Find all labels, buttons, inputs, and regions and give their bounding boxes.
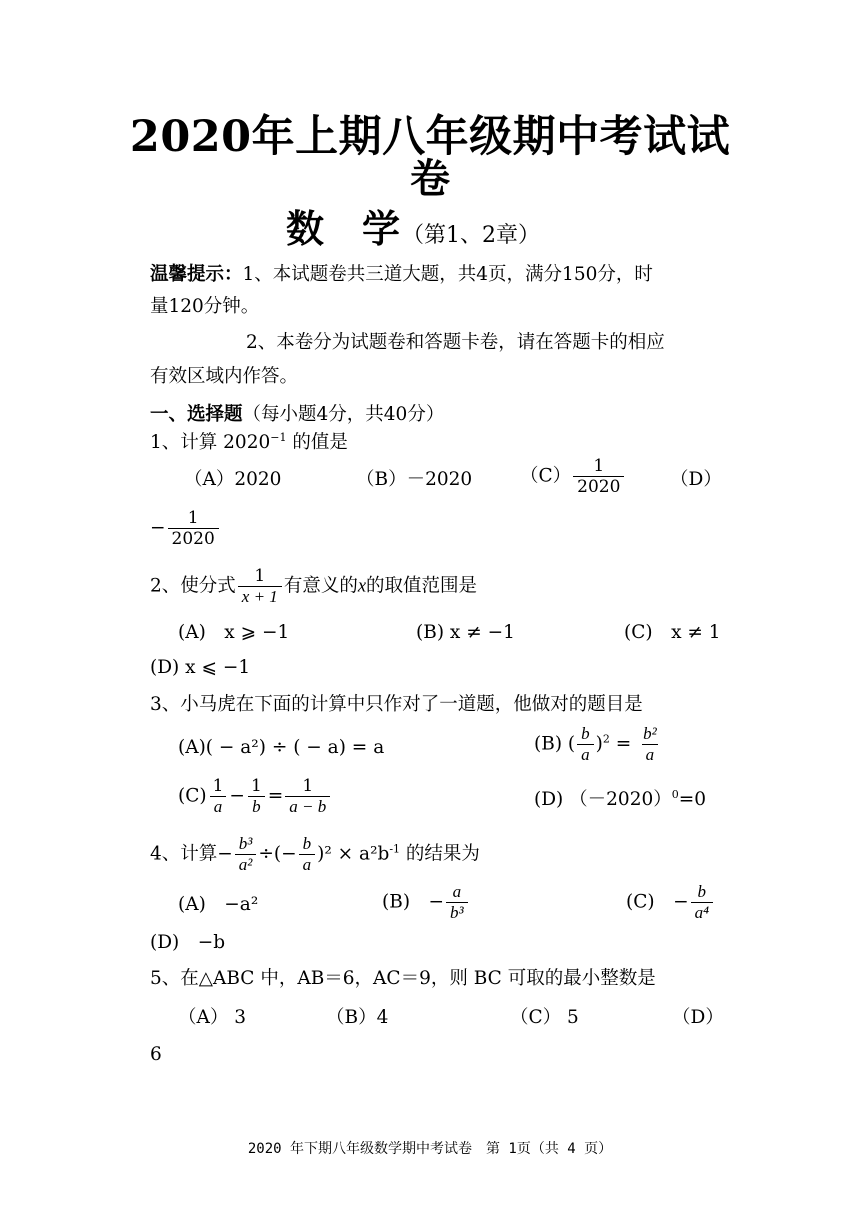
q2-option-b: (B) x ≠ −1	[416, 622, 515, 643]
notice-line1-cont: 量120分钟。	[150, 296, 260, 317]
page-footer: 2020 年下期八年级数学期中考试卷 第 1页（共 4 页）	[247, 1141, 613, 1157]
subject-title	[286, 206, 540, 259]
q5-option-c: （C） 5	[510, 1007, 579, 1028]
q5-option-d-value: 6	[150, 1044, 162, 1065]
exam-title-cont: 卷	[410, 155, 450, 202]
q4-option-a: (A) −a²	[178, 894, 259, 915]
q1-option-d-value: − $\frac{1}{2020}$	[150, 508, 221, 549]
q5-option-a: （A） 3	[178, 1007, 247, 1028]
q4-option-b: (B) − $\frac{a}{\text{b³}}$	[382, 882, 470, 923]
question-5-stem: 5、在△ABC 中，AB＝6，AC＝9，则 BC 可取的最小整数是	[150, 968, 656, 989]
q2-option-d: (D) x ⩽ −1	[150, 657, 251, 678]
question-3-stem: 3、小马虎在下面的计算中只作对了一道题，他做对的题目是	[150, 694, 643, 715]
q3-option-d: (D) $(-2020)^0=0$	[534, 787, 707, 810]
q2-option-a: (A) x ⩾ −1	[178, 622, 290, 643]
q5-option-b: （B）4	[326, 1007, 389, 1028]
question-4-stem: 4、计算− $\frac{\text{b³}}{\text{a²}}$ ÷(− $\frac{b}{a}$ )$^2 \times a^2b^{-1}$ 的结果为	[150, 834, 480, 874]
q5-option-d-label: （D）	[672, 1007, 724, 1028]
notice-line2: 2、本卷分为试题卷和答题卡卷，请在答题卡的相应	[246, 332, 665, 353]
subject-scope: （第1、2章）	[402, 223, 541, 248]
section-title: 一、选择题（每小题4分，共40分）	[150, 404, 445, 425]
exam-title: 2020年上期八年级期中考试试	[129, 112, 731, 162]
question-2-stem: 2、使分式 $\frac{1}{x + 1}$ 有意义的x的取值范围是	[150, 566, 478, 606]
q1-option-d-label: （D）	[670, 469, 722, 490]
subject-name: 数 学	[286, 206, 401, 251]
question-1-stem: 1、计算 $2020^{-1}$ 的值是	[150, 430, 348, 453]
notice-label: 温馨提示：	[150, 264, 243, 285]
q2-option-c: (C) x ≠ 1	[624, 622, 721, 643]
notice-line2-cont: 有效区域内作答。	[150, 366, 299, 387]
q3-option-b: (B) ( $\frac{b}{a}$ )$^2$ = $\frac{\text{b²}}{a}$	[534, 724, 657, 764]
q1-option-c: （C） $\frac{1}{2020}$	[520, 456, 626, 497]
notice-line1: 温馨提示：1、本试题卷共三道大题，共4页，满分150分，时	[150, 264, 653, 285]
q3-option-a: (A)( − a²) ÷ ( − a) = a	[178, 737, 385, 758]
q4-option-d: (D) −b	[150, 932, 226, 953]
q4-option-c: (C) − $\frac{b}{\text{a⁴}}$	[626, 882, 715, 923]
q3-option-c: (C) $\frac{1}{a}$ − $\frac{1}{b}$ = $\frac{1}{a - b}$	[178, 776, 332, 817]
q1-option-b: （B）－2020	[356, 469, 473, 490]
q1-option-a: （A）2020	[184, 469, 282, 490]
